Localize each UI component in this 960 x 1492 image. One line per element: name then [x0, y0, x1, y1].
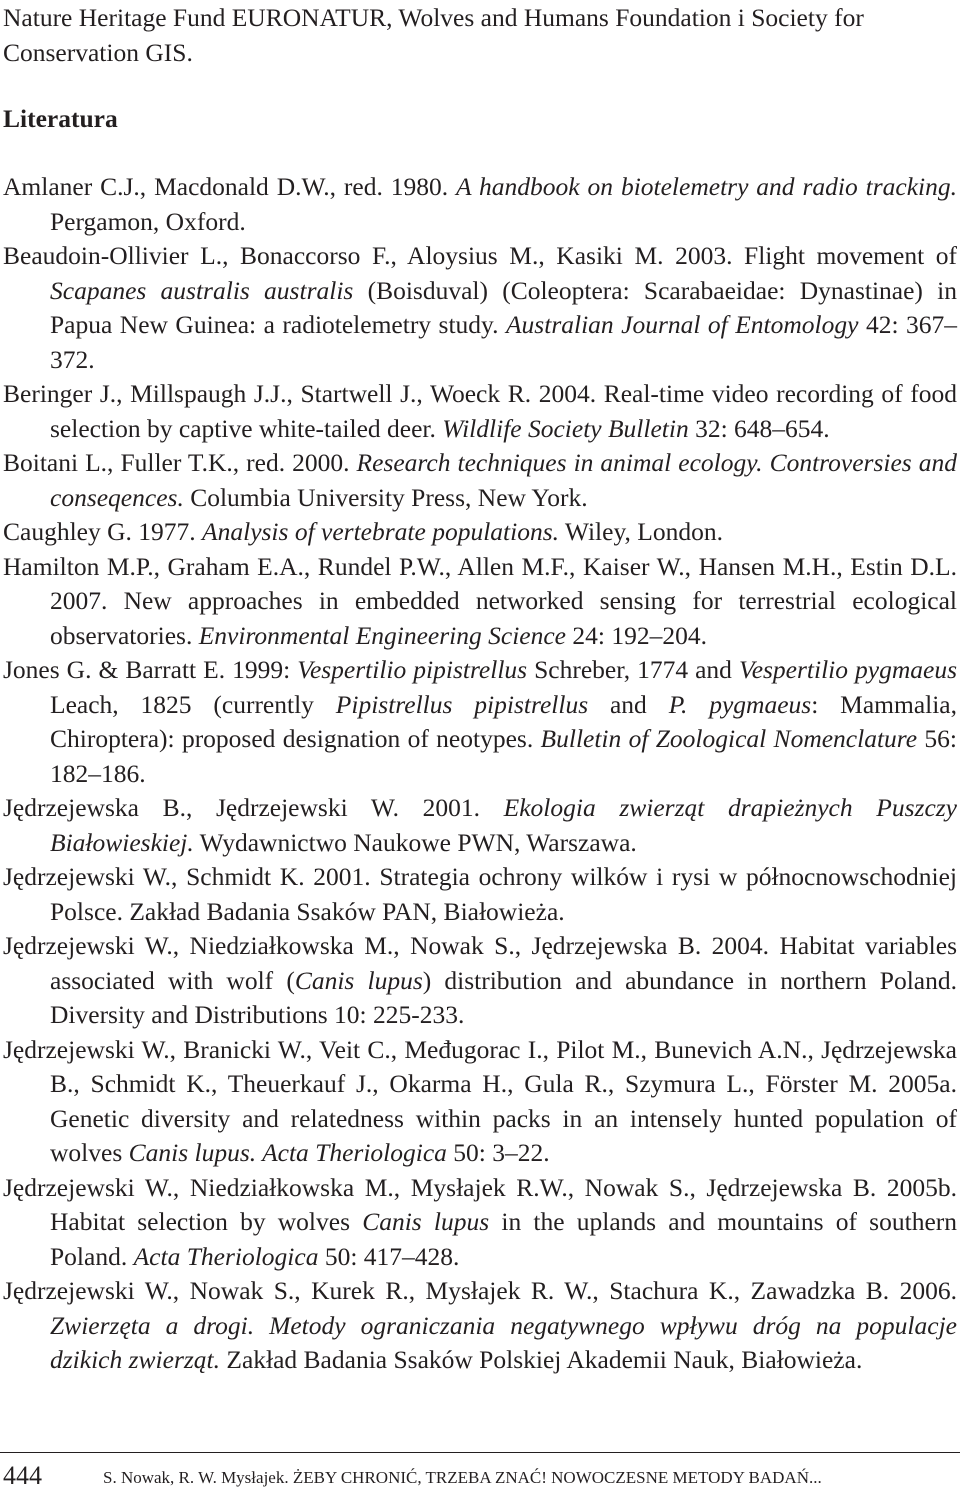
reference-entry — [3, 653, 957, 791]
reference-segment: Schreber, 1774 and — [527, 655, 739, 684]
reference-italic-segment: Pipistrellus pipistrellus — [335, 689, 589, 719]
reference-italic-segment: Vespertilio pipistrellus — [297, 655, 528, 684]
reference-entry — [3, 446, 957, 515]
reference-segment: 24: 192–204. — [566, 620, 707, 650]
reference-entry — [3, 1033, 957, 1171]
intro-paragraph: Nature Heritage Fund EURONATUR, Wolves and Humans Foundation i Society for Conservation GIS. — [3, 3, 864, 67]
reference-segment: 50: 417–428. — [318, 1241, 460, 1271]
reference-segment: Jędrzejewski W., Niedziałkowska M., Nowak S., Jędrzejewska B. 2004. Habitat variables associated with wolf ( — [3, 931, 957, 995]
reference-entry — [3, 377, 957, 446]
reference-segment: Jędrzejewski W., Nowak S., Kurek R., Mysłajek R. W., Stachura K., Zawadzka B. 2006. — [3, 1276, 957, 1305]
running-footer: S. Nowak, R. W. Mysłajek. ŻEBY CHRONIĆ, TRZEBA ZNAĆ! NOWOCZESNE METODY BADAŃ... — [103, 1468, 822, 1487]
reference-segment: Jędrzejewski W., Branicki W., Veit C., Međugorac I., Pilot M., Bunevich A.N., Jędrzejewska B., Schmidt K., Theuerkauf J., Okarma H., Gula R., Szymura L., Förster M. 2005a. Genetic diversity and relatedness within packs in an intensely hunted population of wolves — [3, 1034, 957, 1167]
page-number: 444 — [3, 1461, 42, 1490]
reference-segment: Wydawnictwo Naukowe PWN, Warszawa. — [193, 827, 637, 857]
reference-segment: 42: 367–372. — [50, 310, 957, 374]
reference-entry — [3, 860, 957, 929]
reference-segment: Jones G. & Barratt E. 1999: — [3, 655, 298, 684]
reference-segment: 32: 648–654. — [688, 413, 830, 443]
reference-italic-segment: Canis lupus — [294, 965, 423, 995]
reference-segment: Zakład Badania Ssaków Polskiej Akademii Nauk, Białowieża. — [220, 1345, 863, 1374]
reference-entry — [3, 791, 957, 860]
footer-divider — [0, 1452, 960, 1453]
reference-entry — [3, 239, 957, 377]
reference-italic-segment: Environmental Engineering Science — [198, 620, 566, 650]
reference-segment: Boitani L., Fuller T.K., red. 2000. — [3, 448, 357, 477]
reference-entry — [3, 1274, 957, 1378]
reference-segment: Pergamon, Oxford. — [50, 206, 246, 236]
reference-segment: Caughley G. 1977. — [3, 517, 203, 546]
reference-entry — [3, 515, 957, 550]
reference-segment: 50: 3–22. — [446, 1138, 550, 1167]
reference-segment: : Mammalia, Chiroptera): proposed designation of neotypes. — [50, 689, 957, 753]
reference-segment: Leach, 1825 (currently — [50, 689, 336, 719]
reference-italic-segment: Canis lupus — [362, 1207, 490, 1236]
reference-segment: 56: 182–186. — [50, 724, 957, 788]
reference-italic-segment: Analysis of vertebrate populations. — [202, 517, 559, 546]
reference-segment: Beringer J., Millspaugh J.J., Startwell J., Woeck R. 2004. Real-time video recording of food selection by captive white-tailed deer. — [3, 379, 957, 443]
reference-entry — [3, 550, 957, 654]
reference-italic-segment: Acta Theriologica — [133, 1241, 319, 1271]
reference-italic-segment: Wildlife Society Bulletin — [442, 413, 689, 443]
section-heading: Literatura — [3, 104, 118, 133]
reference-segment: Hamilton M.P., Graham E.A., Rundel P.W., Allen M.F., Kaiser W., Hansen M.H., Estin D.L. 2007. New approaches in embedded networked sensing for terrestrial ecological observatories. — [3, 551, 957, 650]
reference-italic-segment: Bulletin of Zoological Nomenclature — [540, 724, 918, 753]
reference-list — [3, 170, 957, 1378]
reference-segment: Columbia University Press, New York. — [183, 482, 588, 512]
reference-italic-segment: A handbook on biotelemetry and radio tracking. — [456, 172, 957, 201]
reference-italic-segment: Scapanes australis australis — [50, 275, 354, 305]
reference-segment: ) distribution and abundance in northern Poland. Diversity and Distributions 10: 225-233. — [50, 965, 958, 1029]
reference-italic-segment: Ekologia zwierząt drapieżnych Puszczy Białowieskiej. — [50, 793, 958, 857]
reference-italic-segment: P. pygmaeus — [668, 689, 812, 719]
reference-entry — [3, 1171, 957, 1275]
reference-entry — [3, 170, 957, 239]
reference-segment: in the uplands and mountains of southern Poland. — [50, 1207, 957, 1271]
reference-italic-segment: Zwierzęta a drogi. Metody ograniczania negatywnego wpływu dróg na populacje dzikich zwierząt. — [50, 1310, 957, 1374]
reference-segment: Jędrzejewski W., Schmidt K. 2001. Strategia ochrony wilków i rysi w północnowschodniej Polsce. Zakład Badania Ssaków PAN, Białowieża. — [3, 862, 957, 926]
reference-segment: Jędrzejewski W., Niedziałkowska M., Mysłajek R.W., Nowak S., Jędrzejewska B. 2005b. Habitat selection by wolves — [3, 1172, 957, 1236]
reference-italic-segment: Australian Journal of Entomology — [505, 310, 859, 339]
reference-italic-segment: Vespertilio pygmaeus — [738, 655, 957, 684]
reference-segment: Jędrzejewska B., Jędrzejewski W. 2001. — [3, 793, 504, 822]
reference-entry — [3, 929, 957, 1033]
reference-segment: and — [588, 689, 669, 719]
reference-segment: (Boisduval) (Coleoptera: Scarabaeidae: Dynastinae) in Papua New Guinea: a radiotelemetry study. — [50, 275, 957, 339]
reference-segment: Wiley, London. — [559, 517, 723, 546]
reference-italic-segment: Canis lupus. Acta Theriologica — [128, 1138, 447, 1167]
reference-italic-segment: Research techniques in animal ecology. Controversies and conseqences. — [50, 448, 957, 512]
reference-segment: Beaudoin-Ollivier L., Bonaccorso F., Aloysius M., Kasiki M. 2003. Flight movement of — [3, 241, 957, 270]
reference-segment: Amlaner C.J., Macdonald D.W., red. 1980. — [3, 172, 457, 201]
